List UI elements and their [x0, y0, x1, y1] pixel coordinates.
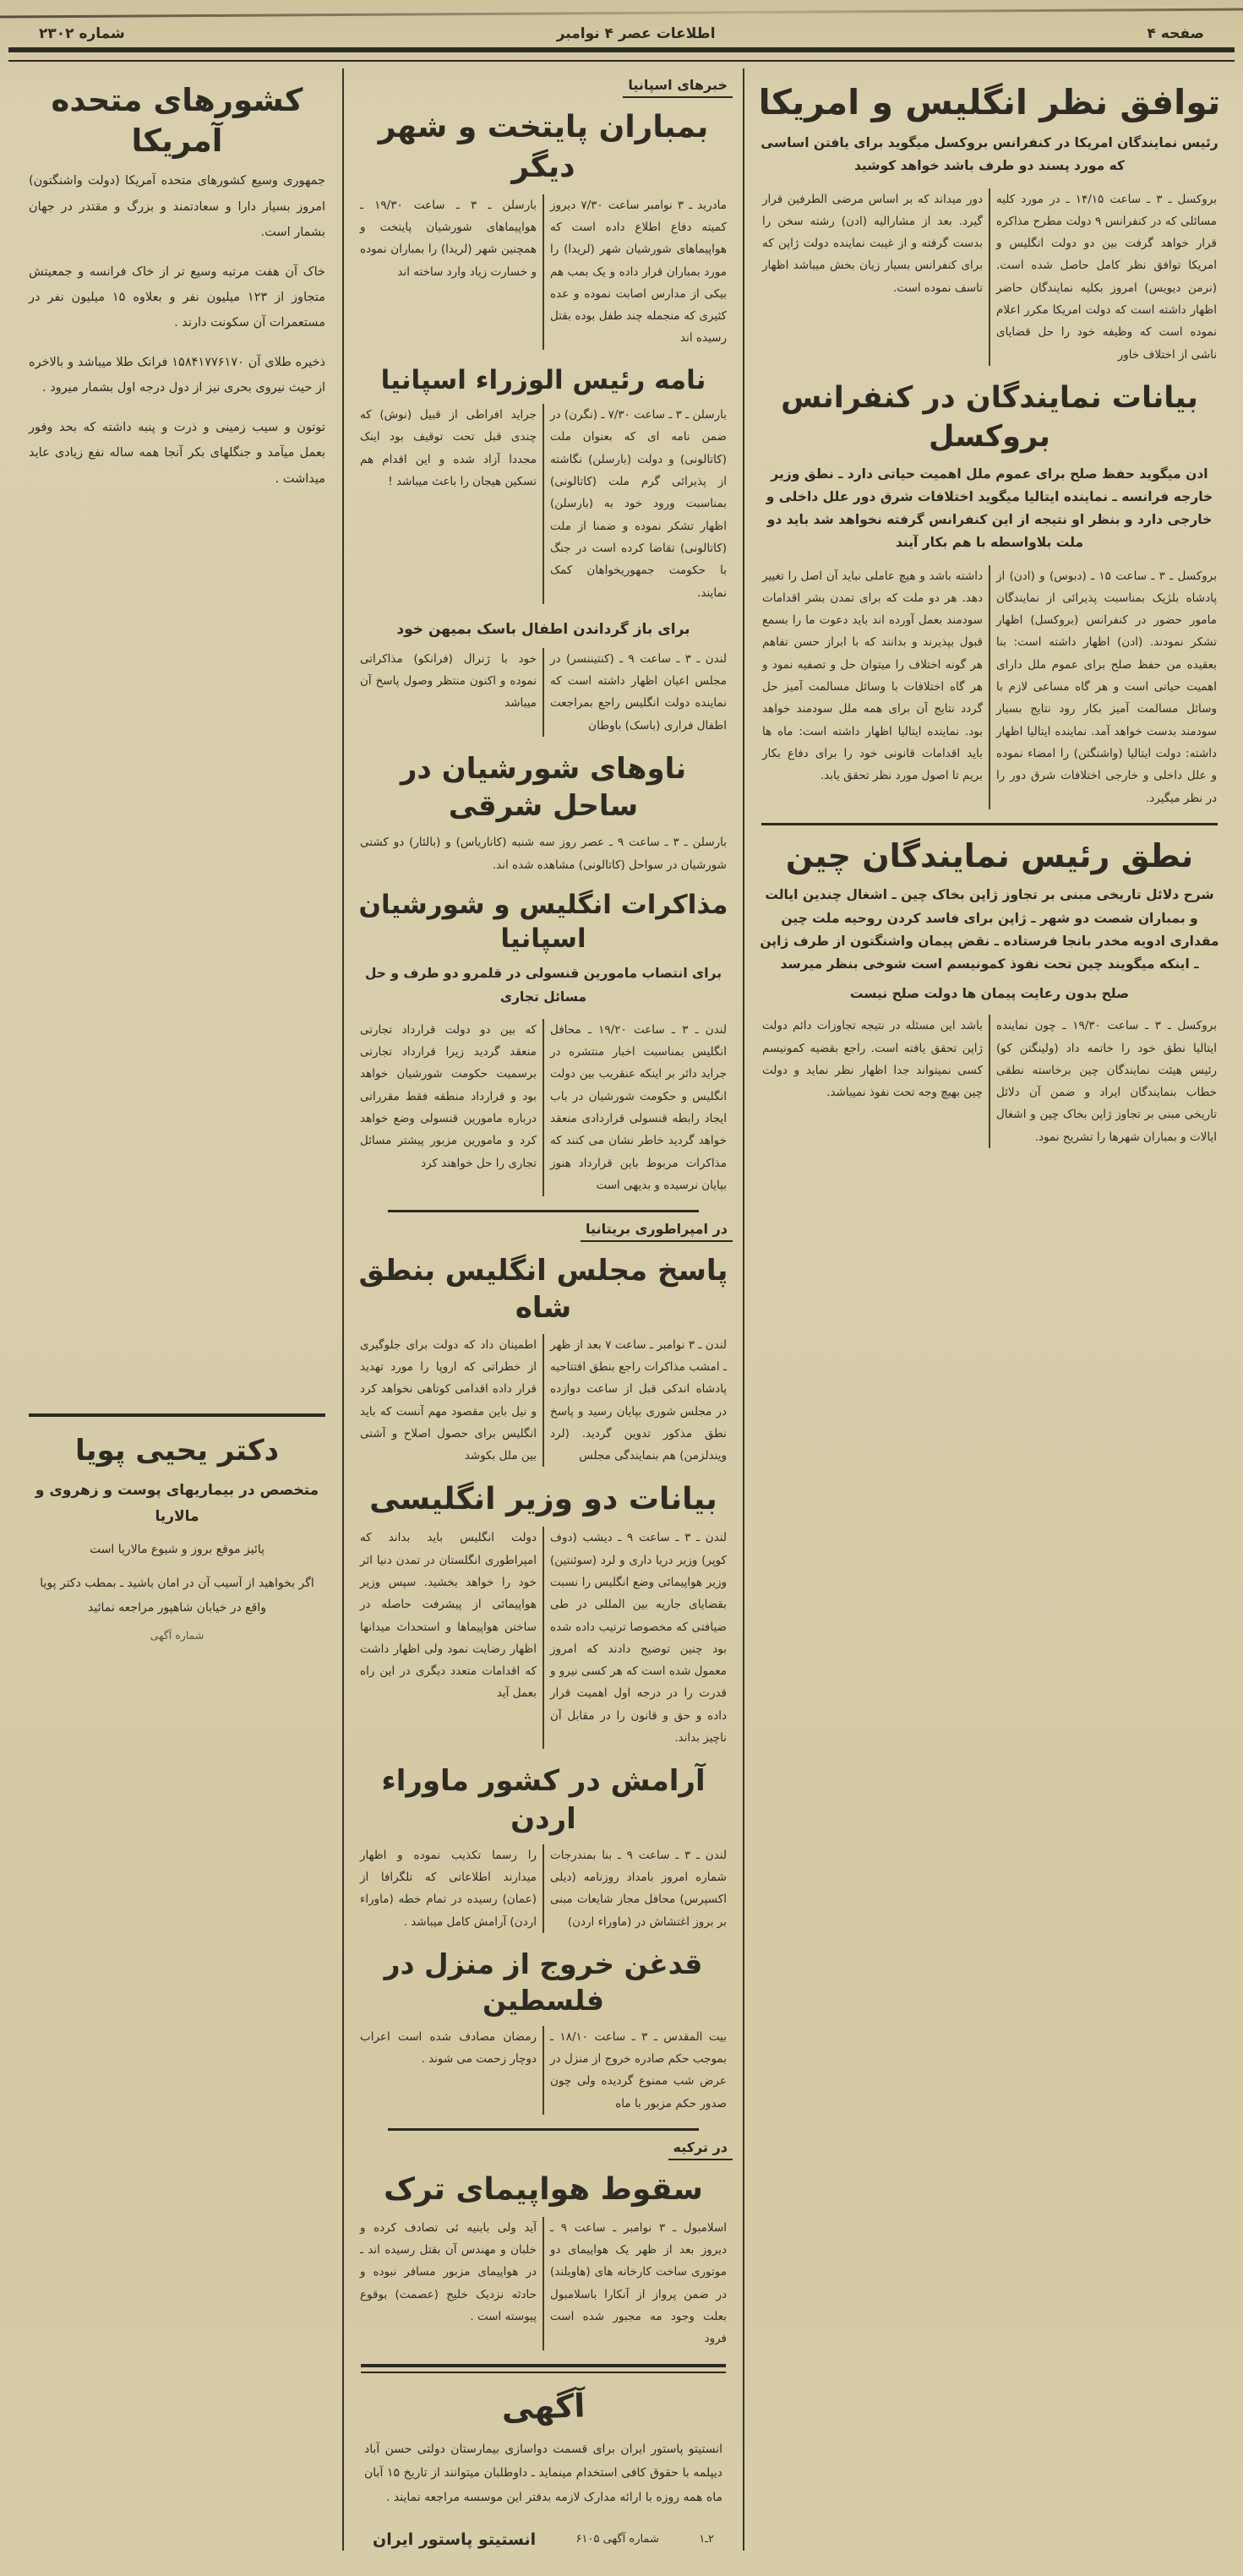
column-right: لندن ـ ۳ ـ ساعت ۹ ـ بنا بمندرجات شماره امروز بامداد روزنامه (دیلی اکسپرس) محافل مجاز شایعات مبنی بر بروز اغتشاش در (ماوراء اردن)	[542, 1844, 733, 1933]
column-left: اطمینان داد که دولت برای جلوگیری از خطراتی که اروپا را مورد تهدید قرار داده اقدامی کوتاهی نخواهد کرد و نیل باین مقصود مهم آنست که باید انگلیس برای حصول اصلاح و آشتی بین ملل بکوشد	[360, 1337, 537, 1463]
article-subhead: برای انتصاب مامورین قنسولی در قلمرو دو طرف و حل مسائل تجاری	[364, 966, 722, 1005]
ad-insertion-number: ۲ـ۱	[699, 2533, 714, 2546]
masthead-rule	[8, 47, 1235, 62]
kicker-row	[354, 2136, 733, 2160]
section-rule	[761, 823, 1218, 825]
pasteur-institute-ad	[354, 2388, 733, 2549]
column-left: باشد این مسئله در نتیجه تجاوزات دائم دولت ژاپن تحقق یافته است. راجع بقضیه کمونیسم کسی نمیتواند جدا اظهار نظر نماید و دولت چین بهیچ وجه تحت نفوذ نمیباشد.	[762, 1019, 983, 1100]
band-international-right	[743, 68, 1231, 2551]
article-parliament-reply	[354, 1252, 733, 1467]
column-left: که بین دو دولت قرارداد تجارتی منعقد گردید زیرا قرارداد تجارتی برسمیت حکومت شورشیان خواهد بود و قرارداد منطقه فقط مقرراتی درباره مامورین قنسولی وضع خواهد کرد و مامورین مزبور پیشتر مسائل تجاری را حل خواهند کرد	[360, 1022, 537, 1170]
column-right: لندن ـ ۳ ـ ساعت ۹ ـ (کنتیننسر) در مجلس اعیان اظهار داشته است که نماینده دولت انگلیس راجع بمراجعت اطفال فراری (باسک) باوطان	[542, 648, 733, 737]
column-right: لندن ـ ۳ ـ ساعت ۱۹/۲۰ ـ محافل انگلیس بمناسبت اخبار منتشره در جراید دائر بر اینکه عنقریب بین دولت انگلیس و حکومت شورشیان در باب ایجاد رابطه قنسولی قراردادی منعقد خواهد گردید خاطر نشان می کنند که مذاکرات مربوط باین قرارداد هنوز بپایان نرسیده و بدیهی است	[542, 1019, 733, 1197]
article-columns	[354, 1527, 733, 1749]
article-paragraph: ذخیره طلای آن ۱۵۸۴۱۷۷۶۱۷۰ فرانک طلا میباشد و بالاخره از حیث نیروی بحری نیز از دول درجه اول بشمار میرود .	[29, 355, 325, 395]
article-columns	[756, 188, 1223, 367]
article-title: توافق نظر انگلیس و امریکا	[758, 82, 1221, 123]
doctor-ad-line: پائیز موقع بروز و شیوع مالاریا است	[89, 1543, 265, 1557]
ad-reference-number: شماره آگهی ۶۱۰۵	[575, 2533, 659, 2546]
column-left: دور میداند که بر اساس مرضی الطرفین قرار گیرد. بعد از مشارالیه (ادن) رشته سخن را بدست گرفته و از غیبت نماینده دولت ژاپن که برای کنفرانس بسیار زیان بخش میباشد اظهار تاسف نموده است.	[762, 192, 983, 295]
article-title: کشورهای متحده آمریکا	[51, 82, 303, 160]
article-palestine-curfew	[354, 1947, 733, 2115]
section-rule	[388, 2128, 699, 2131]
band-news-center	[342, 68, 743, 2551]
doctor-ad-footer: شماره آگهی	[150, 1629, 204, 1642]
ad-separator-rule	[361, 2364, 726, 2373]
kicker-row	[354, 74, 733, 98]
ad-separator-rule	[29, 1413, 325, 1417]
article-subhead: رئیس نمایندگان امریکا در کنفرانس بروکسل میگوید برای یافتن اساسی که مورد پسند دو طرف باشد خواهد کوشید	[761, 135, 1218, 174]
article-china-speech	[756, 836, 1223, 1148]
column-right: بیت المقدس ـ ۳ ـ ساعت ۱۸/۱۰ ـ بموجب حکم صادره خروج از منزل در عرض شب ممنوع گردیده ولی چون صدور حکم مزبور با ماه	[542, 2026, 733, 2115]
column-left: را رسما تکذیب نموده و اظهار میدارند اطلاعاتی که تلگرافا از (عمان) رسیده در تمام خطه (ماوراء اردن) آرامش کامل میباشد .	[360, 1848, 537, 1929]
column-bands	[0, 62, 1243, 2576]
band-feature-left	[12, 68, 342, 2551]
article-title: بمباران پایتخت و شهر دیگر	[378, 110, 709, 184]
article-columns	[354, 1844, 733, 1933]
column-left: داشته باشد و هیچ عاملی نباید آن اصل را تغییر دهد. هر دو ملت که برای تمدن بشر اقدامات سودمند بعمل آورده اند باید دعوت ما را بسمع قبول بپذیرند و بدانند که با ابراز حسن تفاهم هر گونه اختلاف را میتوان حل و تصفیه نمود و هر گاه اختلافات با وسائل مسالمت آمیز حل گردد نتایج آن برای همه ملل سودمند خواهد بود. نماینده ایتالیا اظهار داشته است: ماه ها باید اقدامات قانونی خود را برای دفاع بکار بریم تا اصول مورد نظر تحقق یابد.	[762, 569, 983, 783]
paper-title: اطلاعات عصر ۴ نوامبر	[556, 25, 716, 42]
article-capital-bombardment	[354, 108, 733, 350]
kicker-spain-news: خبرهای اسپانیا	[623, 77, 733, 98]
article-columns	[354, 1019, 733, 1197]
article-two-ministers	[354, 1480, 733, 1749]
article-rebel-warships	[354, 750, 733, 876]
section-rule	[388, 1210, 699, 1212]
column-left: خود با ژنرال (فرانکو) مذاکراتی نموده و اکنون منتظر وصول پاسخ آن میباشد	[360, 651, 537, 711]
kicker-row	[354, 1217, 733, 1242]
doctor-pouya-ad	[25, 1430, 329, 1653]
doctor-specialty: متخصص در بیماریهای پوست و زهروی و مالاریا	[35, 1481, 319, 1525]
ad-signature-row	[354, 2522, 733, 2549]
article-columns	[354, 648, 733, 737]
article-paragraph: توتون و سیب زمینی و ذرت و پنبه داشته که بحد وفور بعمل میآمد و جنگلهای بکر آنجا همه ساله نفع زیادی عاید میداشت .	[29, 420, 325, 486]
article-title: پاسخ مجلس انگلیس بنطق شاه	[358, 1254, 728, 1326]
article-columns	[354, 1334, 733, 1468]
doctor-name: دکتر یحیی پویا	[74, 1433, 280, 1468]
article-england-rebel-negotiations	[354, 888, 733, 1196]
issue-number-label: شماره ۲۳۰۲	[39, 25, 125, 42]
article-columns	[354, 2026, 733, 2115]
article-title: بیانات دو وزیر انگلیسی	[369, 1482, 717, 1517]
column-left: رمضان مصادف شده است اعراب دوچار زحمت می شوند .	[360, 2029, 537, 2067]
column-right: لندن ـ ۳ ـ ساعت ۹ ـ دیشب (دوف کوپر) وزیر دریا داری و لرد (سوئنتین) وزیر هواپیمائی وضع انگلیس را نسبت بقضایای جاریه بین المللی در طی ضیافتی که مخصوصا ترتیب داده شده بود چنین توضیح دادند که امروز معمول شده است که هر کسی نیرو و قدرت را در درجه اول اهمیت قرار داده و حق و قانون را در مقابل آن ناچیز بداند.	[542, 1527, 733, 1749]
article-title: مذاکرات انگلیس و شورشیان اسپانیا	[358, 889, 728, 955]
article-title: ناوهای شورشیان در ساحل شرقی	[400, 751, 687, 824]
article-anglo-american-agreement	[756, 80, 1223, 366]
article-paragraph: بارسلن ـ ۳ ـ ساعت ۹ ـ عصر روز سه شنبه (کاناریاس) و (بالئار) دو کشتی شورشیان در سواحل (کاتالونی) مشاهده شده اند.	[360, 836, 727, 872]
column-right: بارسلن ـ ۳ ـ ساعت ۷/۳۰ ـ (نگرن) در ضمن نامه ای که بعنوان ملت (کاتالونی) و دولت (بارسلن) نگاشته از پذیرائی گرم ملت (کاتالونی) بمناسبت ورود خود به (بارسلن) اظهار تشکر نموده و ضمنا از ملت (کاتالونی) تقاضا کرده است در جنگ با حکومت جمهوریخواهان کمک نمایند.	[542, 404, 733, 604]
column-right: بروکسل ـ ۳ ـ ساعت ۱۴/۱۵ ـ در مورد کلیه مسائلی که در کنفرانس ۹ دولت مطرح مذاکره قرار خواهد گرفت بین دو دولت انگلیس و امریکا توافق نظر کامل حاصل شده است. (نرمن دیویس) امروز بکلیه نمایندگان حاضر اظهار داشته است که دولت امریکا مکرر اعلام نموده است که وظیفه خود را حل قضایای ناشی از اختلاف خاور	[989, 188, 1223, 367]
article-title: قدغن خروج از منزل در فلسطین	[384, 1947, 703, 2017]
masthead	[0, 0, 1243, 47]
column-right: لندن ـ ۳ نوامبر ـ ساعت ۷ بعد از ظهر ـ امشب مذاکرات راجع بنطق افتتاحیه پادشاه اندکی قبل از ساعت دوازده در مجلس شوری بپایان رسید و پاسخ نطق مذکور تدوین گردید. (لرد ویندلزمن) هم بنمایندگی مجلس	[542, 1334, 733, 1468]
article-columns	[756, 565, 1223, 809]
article-title: بیانات نمایندگان در کنفرانس بروکسل	[781, 381, 1198, 454]
ad-title: آگهی	[500, 2387, 586, 2427]
article-columns	[354, 194, 733, 350]
blank-space	[25, 505, 329, 1402]
column-right: مادرید ـ ۳ نوامبر ساعت ۷/۳۰ دیروز کمیته دفاع اطلاع داده است که هواپیماهای شورشیان شهر (لریدا) را مورد بمباران قرار داده و یک بمب هم بیکی از مدارس اصابت نموده و عده کثیری که منجمله چند طفل بوده بقتل رسیده اند	[542, 194, 733, 350]
page-number-label: صفحه ۴	[1147, 25, 1204, 42]
column-left: جراید افراطی از قبیل (نوش) که چندی قبل تحت توقیف بود اینک مجددا آزاد شده و این اقدام هم تسکین هیجان را باعث میباشد !	[360, 408, 537, 489]
column-left: آید ولی بابنیه ئی تصادف کرده و خلبان و مهندس آن بقتل رسیده اند ـ در هواپیمای مزبور مسافر نبوده و حادثه نزدیک خلیج (عصمت) بوقوع پیوسته است .	[360, 2220, 537, 2324]
ad-signature-name: انستیتو پاستور ایران	[373, 2530, 537, 2549]
article-spanish-pm-letter	[354, 363, 733, 604]
article-title: سقوط هواپیمای ترک	[384, 2172, 703, 2208]
article-turkish-plane-crash	[354, 2170, 733, 2350]
column-right: بروکسل ـ ۳ ـ ساعت ۱۵ ـ (دبوس) و (ادن) از پادشاه بلژیک بمناسبت پذیرائی از نمایندگان مامور حضور در کنفرانس (بروکسل) اظهار تشکر نمودند. (ادن) اظهار داشته است: بنا بعقیده من حفظ صلح برای عموم ملل دارای اهمیت حیاتی است و هر گاه مساعی لازم با وسائل مسالمت آمیز بکار رود نتایج بسیار سودمند بدست خواهد آمد. نماینده ایتالیا اظهار داشته: دولت ایتالیا (واشنگتن) را امضاء نموده و علل داخلی و خارجی اختلافات شرق دور را در نظر میگیرد.	[989, 565, 1223, 809]
column-right: اسلامبول ـ ۳ نوامبر ـ ساعت ۹ ـ دیروز بعد از ظهر یک هواپیمای دو موتوری ساخت کارخانه های (هاویلند) در ضمن پرواز از آنکارا باسلامبول بعلت وجود مه مجبور شده است فرود	[542, 2217, 733, 2350]
article-united-states	[25, 70, 329, 505]
article-title: آرامش در کشور ماوراء اردن	[381, 1764, 706, 1836]
article-subhead: ادن میگوید حفظ صلح برای عموم ملل اهمیت حیاتی دارد ـ نطق وزیر خارجه فرانسه ـ نماینده ایتالیا میگوید اختلافات شرق دور علل داخلی و خارجی دارد و بنظر او نتیجه از این کنفرانس گرفته نخواهد شد باید دو ملت بلاواسطه با هم بکار آیند	[766, 466, 1213, 551]
article-title: برای باز گرداندن اطفال باسک بمیهن خود	[396, 620, 690, 638]
article-subhead-2: صلح بدون رعایت پیمان ها دولت صلح نیست	[849, 985, 1130, 1001]
article-columns	[756, 1015, 1223, 1148]
article-paragraph: جمهوری وسیع کشورهای متحده آمریکا (دولت واشنگتون) امروز بسیار دارا و سعادتمند و بزرگ و مقتدر در جهان بشمار است.	[29, 174, 325, 240]
article-columns	[354, 404, 733, 604]
article-subhead: شرح دلائل تاریخی مبنی بر تجاوز ژاپن بخاک چین ـ اشغال چندین ایالت و بمباران شصت دو شهر ـ ژاپن برای فاسد کردن روحیه ملت چین مقداری ادویه مخدر بانجا فرستاده ـ نقض پیمان واشنگتون از طرف ژاپن ـ اینکه میگویند چین تحت نفوذ کمونیسم است شوخی بنظر میرسد	[760, 887, 1219, 972]
column-left: دولت انگلیس باید بداند که امپراطوری انگلستان در تمدن دنیا اثر خود را خواهد بخشید. سپس وزیر هواپیمائی از پیشرفت حاصله در ساختن هواپیماها و استحداث میدانها اظهار رضایت نمود ولی اظهار داشت که اقدامات متعدد دیگری در این راه بعمل آید	[360, 1531, 537, 1701]
column-right: بروکسل ـ ۳ ـ ساعت ۱۹/۳۰ ـ چون نماینده ایتالیا نطق خود را خاتمه داد (ولینگتن کو) رئیس هیئت نمایندگان چین برخاسته نطقی خطاب بنمایندگان ایراد و ضمن آن دلائل تاریخی مبنی بر تجاوز ژاپن بخاک چین و اشغال ایالات و بمباران شهرها را تشریح نمود.	[989, 1015, 1223, 1148]
article-basque-children	[354, 618, 733, 737]
article-columns	[354, 2217, 733, 2350]
column-left: بارسلن ـ ۳ ـ ساعت ۱۹/۳۰ ـ هواپیماهای شورشیان پایتخت و همچنین شهر (لریدا) را بمباران نموده و خسارت زیاد وارد ساخته اند	[360, 198, 537, 279]
article-brussels-conference	[756, 379, 1223, 809]
article-title: نامه رئیس الوزراء اسپانیا	[380, 364, 706, 395]
doctor-ad-line: اگر بخواهید از آسیب آن در امان باشید ـ بمطب دکتر پویا واقع در خیابان شاهپور مراجعه نمائید	[40, 1576, 314, 1615]
article-title: نطق رئیس نمایندگان چین	[785, 836, 1194, 874]
kicker-turkey: در ترکیه	[668, 2139, 733, 2160]
kicker-british-empire: در امپراطوری بریتانیا	[581, 1221, 733, 1242]
article-paragraph: خاک آن هفت مرتبه وسیع تر از خاک فرانسه و جمعیتش متجاوز از ۱۲۳ میلیون نفر و بعلاوه ۱۵ میلیون نفر در مستعمرات آن سکونت دارند .	[29, 264, 325, 330]
blank-space	[25, 1653, 329, 2549]
article-transjordan-calm	[354, 1762, 733, 1933]
ad-body: انستیتو پاستور ایران برای قسمت دواسازی بیمارستان دولتی حسن آباد دیپلمه با حقوق کافی استخدام مینماید ـ داوطلبان میتوانند از تاریخ ۱۵ آبان ماه همه روزه با ارائه مدارک لازمه بدفتر این موسسه مراجعه نمایند .	[364, 2442, 722, 2505]
